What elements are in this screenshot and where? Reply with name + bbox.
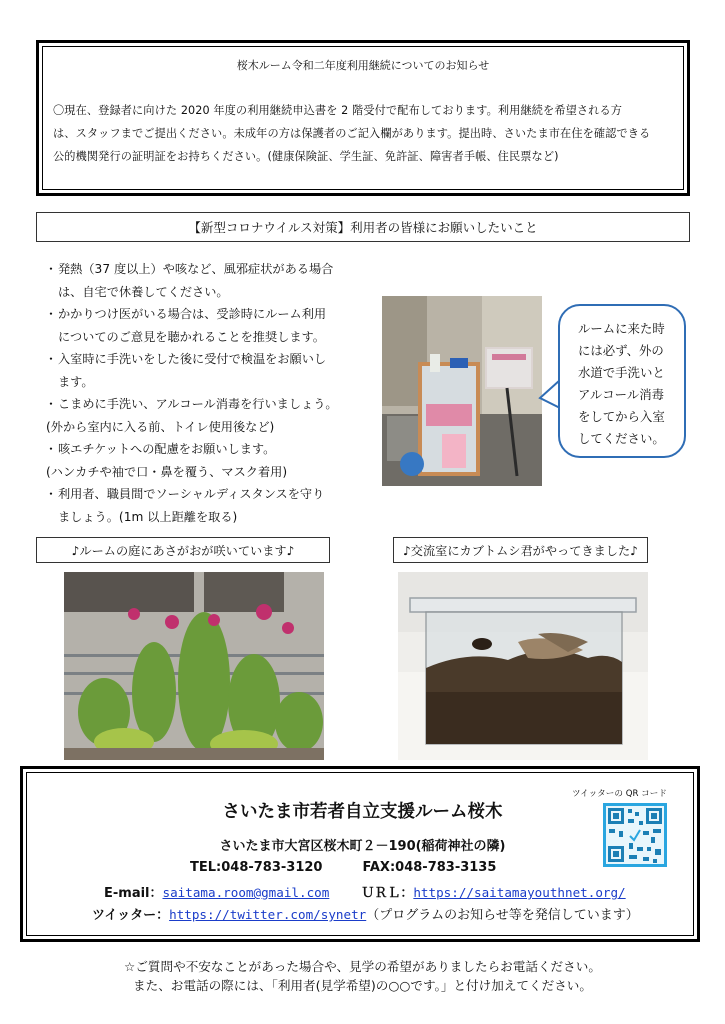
list-item-note: (ハンカチや袖で口・鼻を覆う、マスク着用)	[46, 464, 288, 479]
bubble-line: 水道で手洗いと	[578, 365, 665, 380]
list-item-text: は、自宅で休養してください。	[58, 284, 229, 299]
bubble-line: ルームに来た時	[578, 321, 665, 336]
notice-line: 公的機関発行の証明証をお持ちください。(健康保険証、学生証、免許証、障害者手帳、住民票など)	[53, 150, 559, 163]
list-item-text: こまめに手洗い、アルコール消毒を行いましょう。	[58, 397, 338, 411]
phone-fax-row	[190, 860, 496, 875]
morning-glory-photo	[64, 572, 324, 760]
list-item-text: 咳エチケットへの配慮をお願いします。	[58, 442, 276, 456]
handwash-station-photo	[382, 296, 542, 486]
footer-line: ☆ご質問や不安なことがあった場合や、見学の希望がありましたらお電話ください。	[124, 959, 601, 974]
notice-title: 桜木ルーム令和二年度利用継続についてのお知らせ	[236, 59, 490, 72]
list-item-text: ましょう。(1m 以上距離を取る)	[58, 509, 238, 524]
qr-code-label: ツイッターの QR コード	[572, 789, 667, 799]
twitter-note: （プログラムのお知らせ等を発信しています）	[366, 908, 639, 923]
website-link[interactable]: https://saitamayouthnet.org/	[413, 885, 626, 900]
bullet: ・	[44, 487, 58, 501]
notice-box	[36, 40, 690, 196]
phone-number: TEL:048-783-3120	[190, 860, 323, 875]
covid-heading: 【新型コロナウイルス対策】利用者の皆様にお願いしたいこと	[36, 212, 690, 242]
footer-note	[0, 957, 725, 995]
list-item	[44, 303, 354, 348]
list-item-text: 発熱（37 度以上）や咳など、風邪症状がある場合	[58, 262, 334, 276]
list-item	[44, 348, 354, 393]
organization-name: さいたま市若者自立支援ルーム桜木	[222, 802, 503, 822]
email-url-row	[104, 882, 626, 901]
url-label: ＵＲＬ：	[361, 886, 414, 901]
twitter-link[interactable]: https://twitter.com/synetr	[169, 907, 367, 922]
list-item-text: 利用者、職員間でソーシャルディスタンスを守り	[58, 487, 325, 501]
bullet: ・	[44, 262, 58, 276]
bullet: ・	[44, 397, 58, 411]
list-item-text: ます。	[58, 374, 94, 389]
organization-address: さいたま市大宮区桜木町２－190(稲荷神社の隣)	[219, 839, 506, 854]
list-item-text: かかりつけ医がいる場合は、受診時にルーム利用	[58, 307, 327, 321]
bubble-line: には必ず、外の	[578, 343, 664, 358]
handwash-station-illustration	[382, 296, 542, 486]
notice-body	[53, 99, 673, 168]
twitter-label: ツイッター：	[92, 908, 170, 923]
footer-line: また、お電話の際には、「利用者(見学希望)の○○です。」と付け加えてください。	[133, 978, 592, 993]
email-label: E-mail：	[104, 886, 163, 901]
bullet: ・	[44, 307, 58, 321]
speech-bubble	[558, 304, 686, 458]
list-item	[44, 393, 354, 438]
covid-guidelines-list	[44, 258, 354, 528]
bubble-line: してください。	[578, 431, 665, 446]
notice-line: 〇現在、登録者に向けた 2020 年度の利用継続申込書を 2 階受付で配布しております。利用継続を希望される方	[53, 104, 623, 117]
list-item	[44, 258, 354, 303]
beetle-terrarium-photo	[398, 572, 648, 760]
fax-number: FAX:048-783-3135	[362, 860, 497, 875]
bullet: ・	[44, 352, 58, 366]
list-item	[44, 483, 354, 528]
bubble-line: をしてから入室	[578, 409, 665, 424]
beetle-section-label: ♪交流室にカブトムシ君がやってきました♪	[393, 537, 648, 563]
list-item-text: についてのご意見を聴かれることを推奨します。	[58, 329, 325, 344]
bullet: ・	[44, 442, 58, 456]
list-item-text: 入室時に手洗いをした後に受付で検温をお願いし	[58, 352, 327, 366]
email-link[interactable]: saitama.room@gmail.com	[162, 885, 330, 900]
morning-glory-section-label: ♪ルームの庭にあさがおが咲いています♪	[36, 537, 330, 563]
morning-glory-illustration	[64, 572, 324, 760]
beetle-terrarium-illustration	[398, 572, 648, 760]
twitter-row	[92, 904, 639, 923]
bubble-line: アルコール消毒	[578, 387, 664, 402]
list-item	[44, 438, 354, 483]
notice-line: は、スタッフまでご提出ください。未成年の方は保護者のご記入欄があります。提出時、さいたま市在住を確認できる	[53, 127, 651, 140]
list-item-note: (外から室内に入る前、トイレ使用後など)	[46, 419, 275, 434]
